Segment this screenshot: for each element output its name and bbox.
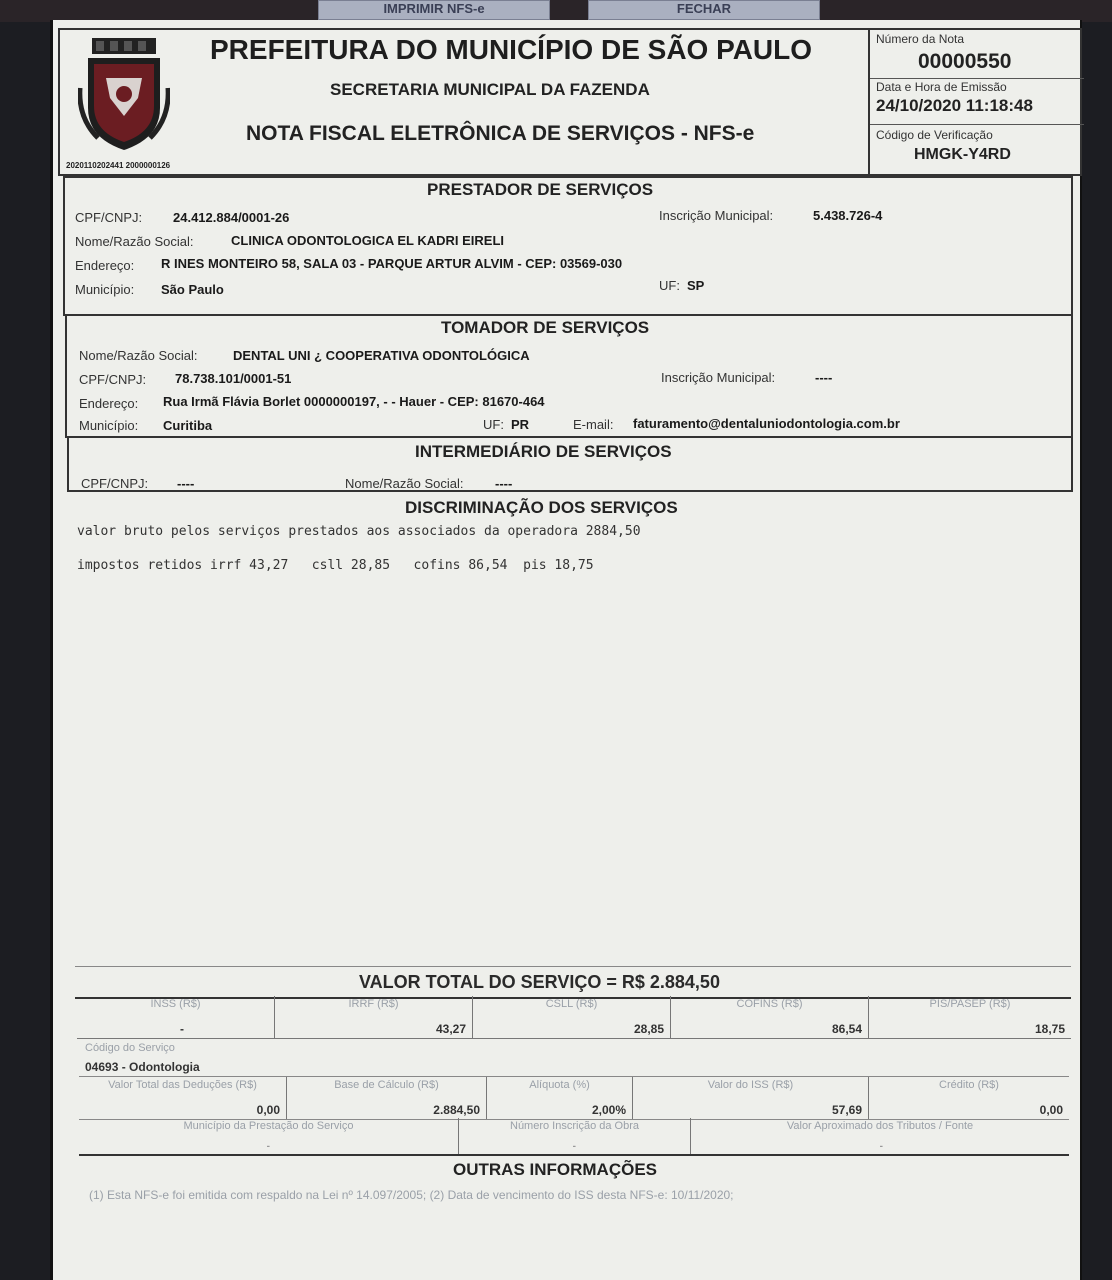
- tributo-cofins-label: COFINS (R$): [736, 998, 803, 1010]
- rodape-tributos: [691, 1118, 1069, 1154]
- prestador-uf-label: UF:: [659, 278, 680, 293]
- rodape-obra-value: -: [572, 1141, 576, 1152]
- calculo-credito: [869, 1077, 1069, 1119]
- valor-total-bar: [75, 966, 1071, 999]
- outras-informacoes: [79, 1156, 1069, 1280]
- print-button[interactable]: IMPRIMIR NFS-e: [318, 0, 550, 20]
- org-title: PREFEITURA DO MUNICÍPIO DE SÃO PAULO: [210, 34, 813, 65]
- tributo-irrf: [275, 996, 473, 1038]
- tributo-inss-label: INSS (R$): [150, 998, 201, 1010]
- calculo-deducoes: [79, 1077, 287, 1119]
- discriminacao-area: [67, 490, 1073, 968]
- prestador-cnpj-label: CPF/CNPJ:: [75, 210, 143, 225]
- codigo-servico-label: Código do Serviço: [85, 1042, 175, 1054]
- intermediario-cnpj-label: CPF/CNPJ:: [81, 476, 149, 491]
- rodape-row: [79, 1118, 1069, 1156]
- tributo-cofins: [671, 996, 869, 1038]
- secretaria-title: SECRETARIA MUNICIPAL DA FAZENDA: [330, 80, 650, 99]
- tributo-csll-value: 28,85: [633, 1022, 664, 1036]
- intermediario-title: INTERMEDIÁRIO DE SERVIÇOS: [415, 442, 672, 461]
- calculo-aliquota-label: Alíquota (%): [529, 1079, 590, 1091]
- calculo-iss-label: Valor do ISS (R$): [707, 1079, 794, 1091]
- discriminacao-title: DISCRIMINAÇÃO DOS SERVIÇOS: [405, 498, 678, 517]
- prestador-nome-label: Nome/Razão Social:: [75, 234, 194, 249]
- tributo-irrf-label: IRRF (R$): [348, 998, 399, 1010]
- tributo-inss-value: -: [180, 1022, 184, 1036]
- numero-value: 00000550: [918, 50, 1012, 73]
- tributo-pis-value: 18,75: [1034, 1022, 1065, 1036]
- tributos-row: [77, 996, 1071, 1039]
- prestador-im-label: Inscrição Municipal:: [659, 208, 774, 223]
- prestador-uf: SP: [687, 278, 705, 293]
- tomador-municipio: Curitiba: [163, 418, 213, 433]
- intermediario-nome: ----: [495, 476, 513, 491]
- codigo-servico: [79, 1038, 1071, 1076]
- valor-total: VALOR TOTAL DO SERVIÇO = R$ 2.884,50: [359, 972, 720, 992]
- tomador-uf: PR: [511, 417, 530, 432]
- calculo-aliquota-value: 2,00%: [591, 1103, 626, 1117]
- numero-label: Número da Nota: [876, 32, 965, 46]
- tomador-im: ----: [815, 370, 833, 385]
- browser-top-bar: [0, 0, 1112, 22]
- intermediario-nome-label: Nome/Razão Social:: [345, 476, 464, 491]
- codigo-value: HMGK-Y4RD: [914, 146, 1011, 163]
- tomador-nome-label: Nome/Razão Social:: [79, 348, 198, 363]
- discriminacao-line-1: valor bruto pelos serviços prestados aos associados da operadora 2884,50: [77, 524, 641, 539]
- rodape-municipio-value: -: [266, 1141, 270, 1152]
- calculo-iss: [633, 1077, 869, 1119]
- header-box: [58, 28, 1082, 176]
- rodape-municipio-label: Município da Prestação do Serviço: [183, 1120, 354, 1132]
- tomador-uf-label: UF:: [483, 417, 504, 432]
- tomador-cnpj-label: CPF/CNPJ:: [79, 372, 147, 387]
- rodape-municipio: [79, 1118, 459, 1154]
- calculo-deducoes-label: Valor Total das Deduções (R$): [108, 1079, 257, 1091]
- tributo-inss: [77, 996, 275, 1038]
- tributo-irrf-value: 43,27: [435, 1022, 466, 1036]
- calculo-credito-label: Crédito (R$): [939, 1079, 999, 1091]
- prestador-cnpj: 24.412.884/0001-26: [173, 210, 290, 225]
- rodape-tributos-value: -: [879, 1141, 883, 1152]
- calculo-iss-value: 57,69: [831, 1103, 862, 1117]
- prestador-im: 5.438.726-4: [813, 208, 883, 223]
- tributo-csll: [473, 996, 671, 1038]
- prestador-box: [63, 176, 1073, 316]
- rodape-tributos-label: Valor Aproximado dos Tributos / Fonte: [786, 1120, 974, 1132]
- calculo-credito-value: 0,00: [1039, 1103, 1063, 1117]
- tomador-nome: DENTAL UNI ¿ COOPERATIVA ODONTOLÓGICA: [233, 348, 530, 363]
- discriminacao-line-2: impostos retidos irrf 43,27 csll 28,85 cofins 86,54 pis 18,75: [77, 558, 594, 573]
- data-label: Data e Hora de Emissão: [876, 80, 1007, 94]
- tomador-endereco: Rua Irmã Flávia Borlet 0000000197, - - Hauer - CEP: 81670-464: [163, 394, 545, 409]
- calculo-base-label: Base de Cálculo (R$): [334, 1079, 439, 1091]
- barcode-text: 2020110202441 2000000126: [66, 161, 171, 170]
- doc-title: NOTA FISCAL ELETRÔNICA DE SERVIÇOS - NFS-e: [246, 122, 755, 145]
- calculo-aliquota: [487, 1077, 633, 1119]
- tomador-cnpj: 78.738.101/0001-51: [175, 371, 292, 386]
- prestador-nome: CLINICA ODONTOLOGICA EL KADRI EIRELI: [231, 233, 505, 248]
- close-button[interactable]: FECHAR: [588, 0, 820, 20]
- tomador-title: TOMADOR DE SERVIÇOS: [441, 318, 650, 337]
- prestador-endereco: R INES MONTEIRO 58, SALA 03 - PARQUE ARTUR ALVIM - CEP: 03569-030: [161, 256, 623, 271]
- prestador-title: PRESTADOR DE SERVIÇOS: [427, 180, 654, 199]
- tomador-end-label: Endereço:: [79, 396, 139, 411]
- tributo-pis-label: PIS/PASEP (R$): [929, 998, 1011, 1010]
- nfse-document: [50, 20, 1082, 1280]
- nota-info-panel: [868, 30, 1084, 174]
- prestador-end-label: Endereço:: [75, 258, 135, 273]
- calculo-row: [79, 1076, 1069, 1120]
- calculo-base: [287, 1077, 487, 1119]
- tomador-email: faturamento@dentaluniodontologia.com.br: [633, 416, 900, 431]
- outras-text: (1) Esta NFS-e foi emitida com respaldo na Lei nº 14.097/2005; (2) Data de vencimento do ISS desta NFS-e: 10/11/2020;: [89, 1188, 734, 1202]
- rodape-obra: [459, 1118, 691, 1154]
- tomador-email-label: E-mail:: [573, 417, 614, 432]
- outras-title: OUTRAS INFORMAÇÕES: [453, 1160, 657, 1179]
- calculo-base-value: 2.884,50: [433, 1103, 480, 1117]
- rodape-obra-label: Número Inscrição da Obra: [510, 1120, 639, 1132]
- tributo-pis: [869, 996, 1071, 1038]
- tributo-cofins-value: 86,54: [831, 1022, 862, 1036]
- calculo-deducoes-value: 0,00: [256, 1103, 280, 1117]
- tomador-im-label: Inscrição Municipal:: [661, 370, 776, 385]
- data-value: 24/10/2020 11:18:48: [876, 96, 1033, 115]
- prestador-municipio: São Paulo: [161, 282, 224, 297]
- codigo-label: Código de Verificação: [876, 128, 993, 142]
- codigo-servico-value: 04693 - Odontologia: [85, 1060, 200, 1074]
- tomador-mun-label: Município:: [79, 418, 139, 433]
- prestador-mun-label: Município:: [75, 282, 135, 297]
- intermediario-cnpj: ----: [177, 476, 195, 491]
- intermediario-box: [67, 436, 1073, 492]
- brasao-icon: [78, 38, 170, 153]
- tributo-csll-label: CSLL (R$): [545, 998, 598, 1010]
- tomador-box: [65, 314, 1073, 438]
